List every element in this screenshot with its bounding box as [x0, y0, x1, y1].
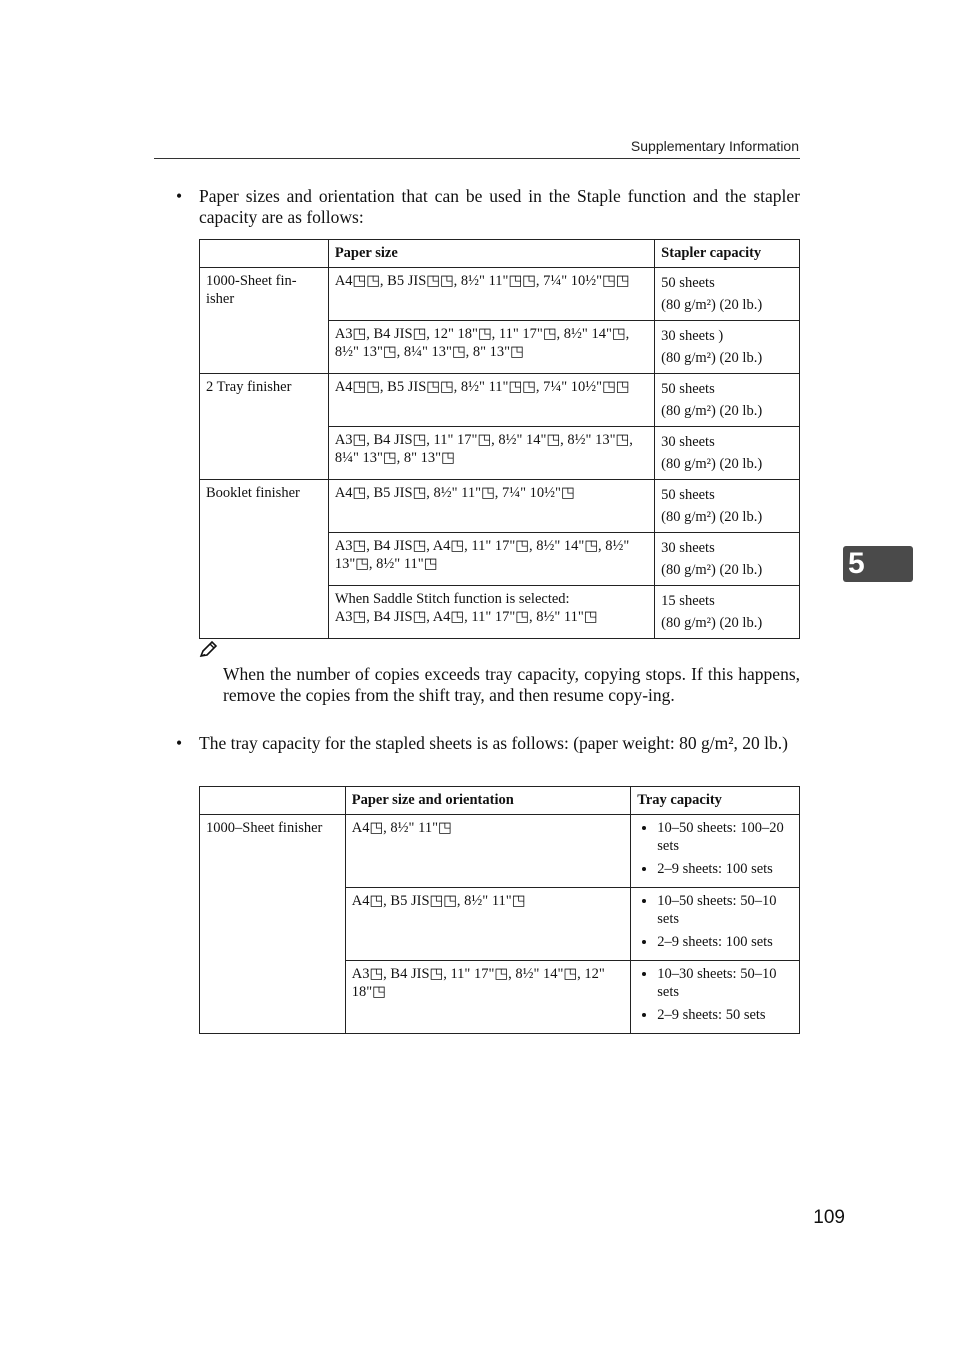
paper-size-cell: A4◳, B5 JIS◳, 8½" 11"◳, 7¼" 10½"◳: [328, 480, 654, 533]
tray-capacity-cell: [631, 961, 800, 1034]
paper-size-cell: A4◳◳, B5 JIS◳◳, 8½" 11"◳◳, 7¼" 10½"◳◳: [328, 268, 654, 321]
capacity-cell: 30 sheets ) (80 g/m²) (20 lb.): [655, 321, 800, 374]
tray-bullet: [176, 733, 800, 754]
bullet-dot: •: [176, 186, 183, 206]
col-header-empty: [200, 240, 329, 268]
paper-size-cell: A3◳, B4 JIS◳, 12" 18"◳, 11" 17"◳, 8½" 14"◳, 8½" 13"◳, 8¼" 13"◳, 8" 13"◳: [328, 321, 654, 374]
capacity-item: • 2–9 sheets: 50 sets: [657, 1006, 793, 1024]
bullet-dot: •: [176, 733, 183, 753]
tray-capacity-cell: [631, 815, 800, 888]
col-header-stapler-capacity: Stapler capacity: [655, 240, 800, 268]
running-header: Supplementary Information: [630, 138, 799, 154]
tray-capacity-cell: [631, 888, 800, 961]
chapter-number: 5: [848, 547, 865, 580]
paper-size-cell: A3◳, B4 JIS◳, A4◳, 11" 17"◳, 8½" 14"◳, 8½" 13"◳, 8½" 11"◳: [328, 533, 654, 586]
capacity-cell: 30 sheets (80 g/m²) (20 lb.): [655, 427, 800, 480]
capacity-cell: 50 sheets (80 g/m²) (20 lb.): [655, 268, 800, 321]
intro-bullet: [176, 186, 800, 228]
paper-size-cell: When Saddle Stitch function is selected: A3◳, B4 JIS◳, A4◳, 11" 17"◳, 8½" 11"◳: [328, 586, 654, 639]
capacity-cell: 50 sheets (80 g/m²) (20 lb.): [655, 480, 800, 533]
chapter-tab: [843, 546, 913, 582]
note-pencil-icon: [199, 640, 219, 658]
paper-size-cell: A4◳, B5 JIS◳◳, 8½" 11"◳: [345, 888, 630, 961]
capacity-cell: 30 sheets (80 g/m²) (20 lb.): [655, 533, 800, 586]
page-number: 109: [813, 1207, 845, 1228]
col-header-empty: [200, 787, 346, 815]
tray-text: The tray capacity for the stapled sheets is as follows: (paper weight: 80 g/m², 20 lb.): [199, 733, 788, 753]
stapler-table: [199, 239, 800, 639]
note-text: When the number of copies exceeds tray capacity, copying stops. If this happens, remove the copies from the shift tray, and then resume copy-ing.: [223, 664, 800, 705]
header-rule: [154, 158, 800, 159]
paper-size-cell: A4◳, 8½" 11"◳: [345, 815, 630, 888]
capacity-item: • 10–50 sheets: 100–20 sets: [657, 819, 793, 855]
intro-text: Paper sizes and orientation that can be used in the Staple function and the stapler capacity are as follows:: [199, 186, 800, 227]
capacity-item: • 10–30 sheets: 50–10 sets: [657, 965, 793, 1001]
paper-size-cell: A4◳◳, B5 JIS◳◳, 8½" 11"◳◳, 7¼" 10½"◳◳: [328, 374, 654, 427]
group-name: 1000–Sheet finisher: [200, 815, 346, 1034]
group-name: 1000-Sheet fin-isher: [200, 268, 329, 374]
capacity-item: • 2–9 sheets: 100 sets: [657, 860, 793, 878]
col-header-tray-capacity: Tray capacity: [631, 787, 800, 815]
capacity-item: • 10–50 sheets: 50–10 sets: [657, 892, 793, 928]
group-name: 2 Tray finisher: [200, 374, 329, 480]
tray-table: [199, 786, 800, 1034]
capacity-cell: 50 sheets (80 g/m²) (20 lb.): [655, 374, 800, 427]
col-header-paper-size: Paper size: [328, 240, 654, 268]
paper-size-cell: A3◳, B4 JIS◳, 11" 17"◳, 8½" 14"◳, 8½" 13"◳, 8¼" 13"◳, 8" 13"◳: [328, 427, 654, 480]
capacity-cell: 15 sheets (80 g/m²) (20 lb.): [655, 586, 800, 639]
capacity-item: • 2–9 sheets: 100 sets: [657, 933, 793, 951]
col-header-paper-size-orientation: Paper size and orientation: [345, 787, 630, 815]
group-name: Booklet finisher: [200, 480, 329, 639]
paper-size-cell: A3◳, B4 JIS◳, 11" 17"◳, 8½" 14"◳, 12" 18"◳: [345, 961, 630, 1034]
